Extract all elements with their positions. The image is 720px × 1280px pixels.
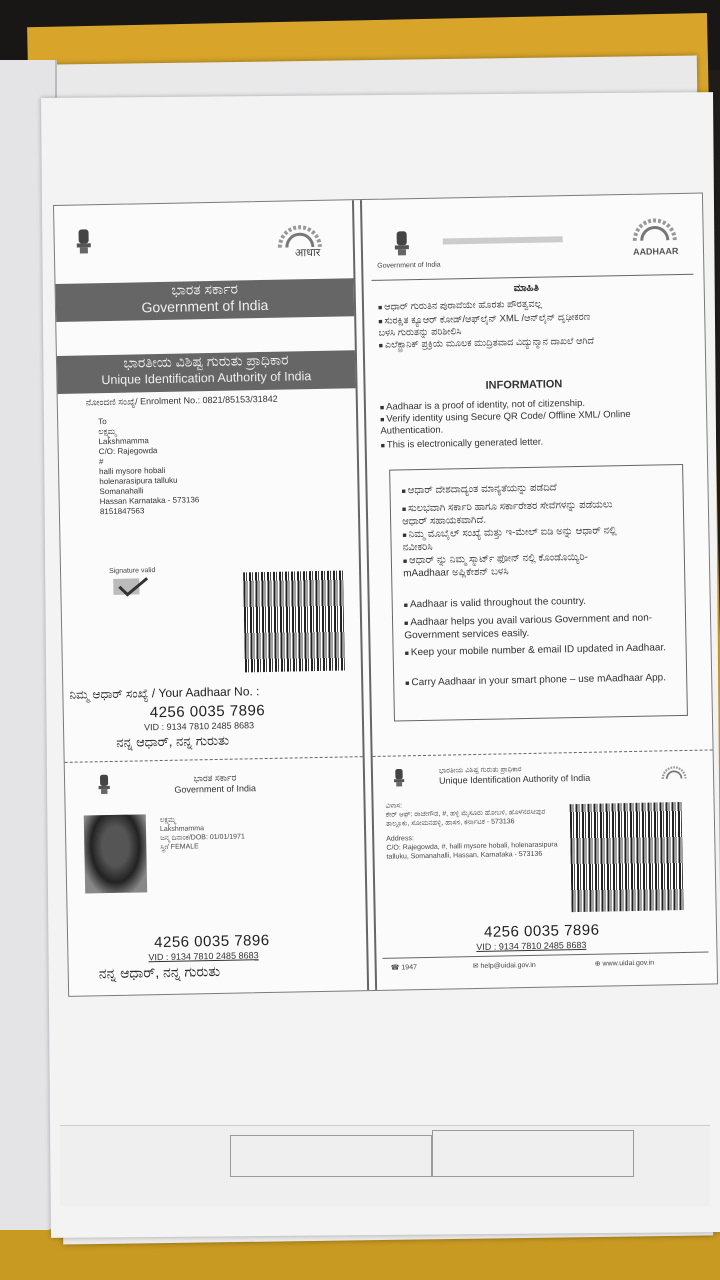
address-line: holenarasipura talluku — [99, 475, 178, 487]
card-slogan: ನನ್ನ ಆಧಾರ್, ನನ್ನ ಗುರುತು — [98, 962, 221, 982]
emblem-icon — [72, 227, 95, 257]
letter-left-half — [54, 200, 369, 996]
emblem-icon — [95, 773, 113, 797]
strip-box — [230, 1135, 432, 1177]
address-line: To — [98, 417, 107, 427]
emblem-icon — [391, 767, 407, 789]
card-name-kannada: ಲಕ್ಷ್ಮಮ್ಮ — [159, 816, 176, 825]
card-vid: VID : 9134 7810 2485 8683 — [148, 950, 259, 963]
aadhaar-logo-text: AADHAAR — [632, 246, 679, 257]
slogan: ನನ್ನ ಆಧಾರ್, ನನ್ನ ಗುರುತು — [116, 732, 230, 750]
address-kannada: ಕೇರ್ ಆಫ್: ರಾಜೇಗೌಡ, #, ಹಳ್ಳಿ ಮೈಸೂರು ಹೋಬಳಿ, ಹೊಳೆನರಸೀಪುರ ತಾಲ್ಲೂಕು, ಸೋಮನಹಳ್ಳಿ, ಹಾಸನ, ಕರ್ನಾಟಕ - 573136 — [385, 808, 546, 828]
mahiti-title: ಮಾಹಿತಿ — [513, 282, 540, 295]
gov-english: Government of India — [141, 296, 269, 316]
redacted-bar — [443, 236, 563, 244]
card-name: Lakshmamma — [159, 825, 205, 834]
uidai-kannada: ಭಾರತೀಯ ವಿಶಿಷ್ಟ ಗುರುತು ಪ್ರಾಧಿಕಾರ — [123, 351, 289, 371]
uidai-band — [57, 350, 356, 394]
information-title: INFORMATION — [485, 378, 563, 392]
aadhaar-logo-text: आधार — [294, 246, 321, 260]
phone-number: 1947 — [401, 964, 418, 972]
address-label: Address: — [386, 835, 414, 843]
box-item: ■ Carry Aadhaar in your smart phone – use mAadhaar App. — [405, 672, 675, 690]
authority-english: Unique Identification Authority of India — [439, 772, 591, 786]
address-block — [98, 414, 260, 517]
divider — [383, 952, 709, 959]
government-band — [56, 278, 355, 322]
divider — [371, 274, 693, 281]
info-item: ■ Aadhaar is a proof of identity, not of citizenship. — [380, 396, 690, 414]
address-kannada-label: ವಿಳಾಸ: — [385, 802, 403, 810]
phone-contact — [391, 963, 417, 973]
vid-number: VID : 9134 7810 2485 8683 — [143, 720, 255, 733]
address-english: C/O: Rajegowda, #, halli mysore hobali, holenarasipura talluku, Somanahalli, Hassan, Karnataka - 573136 — [386, 841, 558, 861]
info-kannada-item: ■ ಸುರಕ್ಷಿತ ಕ್ಯೂಆರ್ ಕೋಡ್/ಆಫ್‌ಲೈನ್ XML /ಆನ್‌ಲೈನ್ ದೃಢೀಕರಣ ಬಳಸಿ ಗುರುತನ್ನು ಪರಿಶೀಲಿಸಿ — [378, 311, 608, 338]
card-authority-header — [439, 764, 590, 786]
card-back-aadhaar-number: 4256 0035 7896 — [483, 921, 600, 941]
web-address: www.uidai.gov.in — [602, 959, 655, 968]
address-line: 8151847563 — [99, 506, 145, 517]
card-aadhaar-number: 4256 0035 7896 — [154, 931, 270, 952]
address-line: Somanahalli — [99, 486, 144, 497]
card-gov-kannada: ಭಾರತ ಸರ್ಕಾರ — [193, 772, 237, 784]
address-line: C/O: Rajegowda — [98, 446, 158, 457]
web-contact — [595, 959, 655, 969]
authority-kannada: ಭಾರತೀಯ ವಿಶಿಷ್ಟ ಗುರುತು ಪ್ರಾಧಿಕಾರ — [438, 766, 522, 775]
box-kannada-item: ■ ಆಧಾರ್ ನ್ನು ನಿಮ್ಮ ಸ್ಮಾರ್ಟ್ ಫೋನ್ ನಲ್ಲಿ ಕೊಂಡೊಯ್ಯಿರಿ- mAadhaar ಅಪ್ಲಿಕೇಶನ್ ಬಳಸಿ — [403, 551, 633, 580]
address-line: Lakshmamma — [98, 436, 149, 447]
qr-code — [243, 570, 345, 672]
box-item: ■ Aadhaar is valid throughout the country. — [404, 594, 674, 612]
gov-kannada: ಭಾರತ ಸರ್ಕಾರ — [171, 280, 239, 298]
box-kannada-item: ■ ಆಧಾರ್ ದೇಶದಾದ್ಯಂತ ಮಾನ್ಯತೆಯನ್ನು ಪಡೆದಿದೆ — [401, 480, 671, 498]
aadhaar-letter — [53, 193, 718, 997]
aadhaar-logo-icon — [657, 762, 691, 787]
box-item: ■ Aadhaar helps you avail various Government and non-Government services easily. — [404, 612, 674, 642]
info-kannada-item: ■ ಎಲೆಕ್ಟ್ರಾನಿಕ್ ಪ್ರಕ್ರಿಯೆ ಮೂಲಕ ಮುದ್ರಿತವಾದ ವಿದ್ಯುನ್ಮಾನ ದಾಖಲೆ ಆಗಿದೆ — [379, 335, 639, 352]
cut-line — [65, 756, 363, 763]
mail-icon: ✉ — [472, 962, 481, 971]
card-details — [160, 814, 245, 852]
box-item: ■ Keep your mobile number & email ID updated in Aadhaar. — [405, 642, 675, 660]
address-line: Hassan Karnataka - 573136 — [99, 495, 200, 507]
info-kannada-item: ■ ಆಧಾರ್ ಗುರುತಿನ ಪುರಾವೆಯೇ ಹೊರತು ಪೌರತ್ವವಲ್ಲ — [378, 296, 678, 314]
aadhaar-number: 4256 0035 7896 — [149, 702, 266, 722]
box-kannada-item: ■ ನಿಮ್ಮ ಮೊಬೈಲ್ ಸಂಖ್ಯೆ ಮತ್ತು ಇ-ಮೇಲ್ ಐಡಿ ಅನ್ನು ಆಧಾರ್ ನಲ್ಲಿ ನವೀಕರಿಸಿ — [402, 525, 632, 554]
card-gov-english: Government of India — [174, 783, 257, 795]
address-line: # — [98, 457, 104, 467]
emblem-icon — [391, 229, 414, 259]
holder-photo — [84, 814, 147, 893]
info-item: ■ Verify identity using Secure QR Code/ Offline XML/ Online Authentication. — [380, 408, 690, 437]
globe-icon: ⊕ — [594, 960, 603, 968]
phone-icon: ☎ — [390, 964, 402, 972]
strip-box — [432, 1130, 634, 1177]
uidai-english: Unique Identification Authority of India — [101, 369, 312, 388]
address-line: halli mysore hobali — [99, 465, 166, 477]
card-gender: ಸ್ತ್ರೀ/ FEMALE — [160, 843, 199, 852]
enrolment-number: ನೋಂದಣಿ ಸಂಖ್ಯೆ/ Enrolment No.: 0821/85153/31842 — [85, 393, 278, 408]
card-qr-code — [570, 802, 684, 912]
email-contact — [473, 961, 536, 971]
gov-label: Government of India — [377, 261, 441, 270]
card-back-vid: VID : 9134 7810 2485 8683 — [476, 939, 587, 953]
cut-line — [373, 749, 713, 757]
letter-right-half — [360, 194, 717, 990]
info-item: ■ This is electronically generated letter. — [381, 434, 691, 452]
signature-label: Signature valid — [108, 567, 156, 575]
box-kannada-item: ■ ಸುಲಭವಾಗಿ ಸರ್ಕಾರಿ ಹಾಗೂ ಸರ್ಕಾರೇತರ ಸೇವೆಗಳನ್ನು ಪಡೆಯಲು ಆಧಾರ್ ಸಹಾಯಕವಾಗಿದೆ. — [402, 499, 632, 528]
your-aadhaar-label: ನಿಮ್ಮ ಆಧಾರ್ ಸಂಖ್ಯೆ / Your Aadhaar No. : — [69, 684, 260, 702]
signature-check-icon — [111, 576, 151, 599]
card-gov-header — [160, 772, 270, 795]
card-dob: ಜನ್ಮ ದಿನಾಂಕ/DOB: 01/01/1971 — [160, 833, 245, 843]
card-address-block — [386, 798, 567, 861]
address-line: ಲಕ್ಷ್ಮಮ್ಮ — [98, 426, 117, 437]
email-address: help@uidai.gov.in — [480, 961, 536, 970]
